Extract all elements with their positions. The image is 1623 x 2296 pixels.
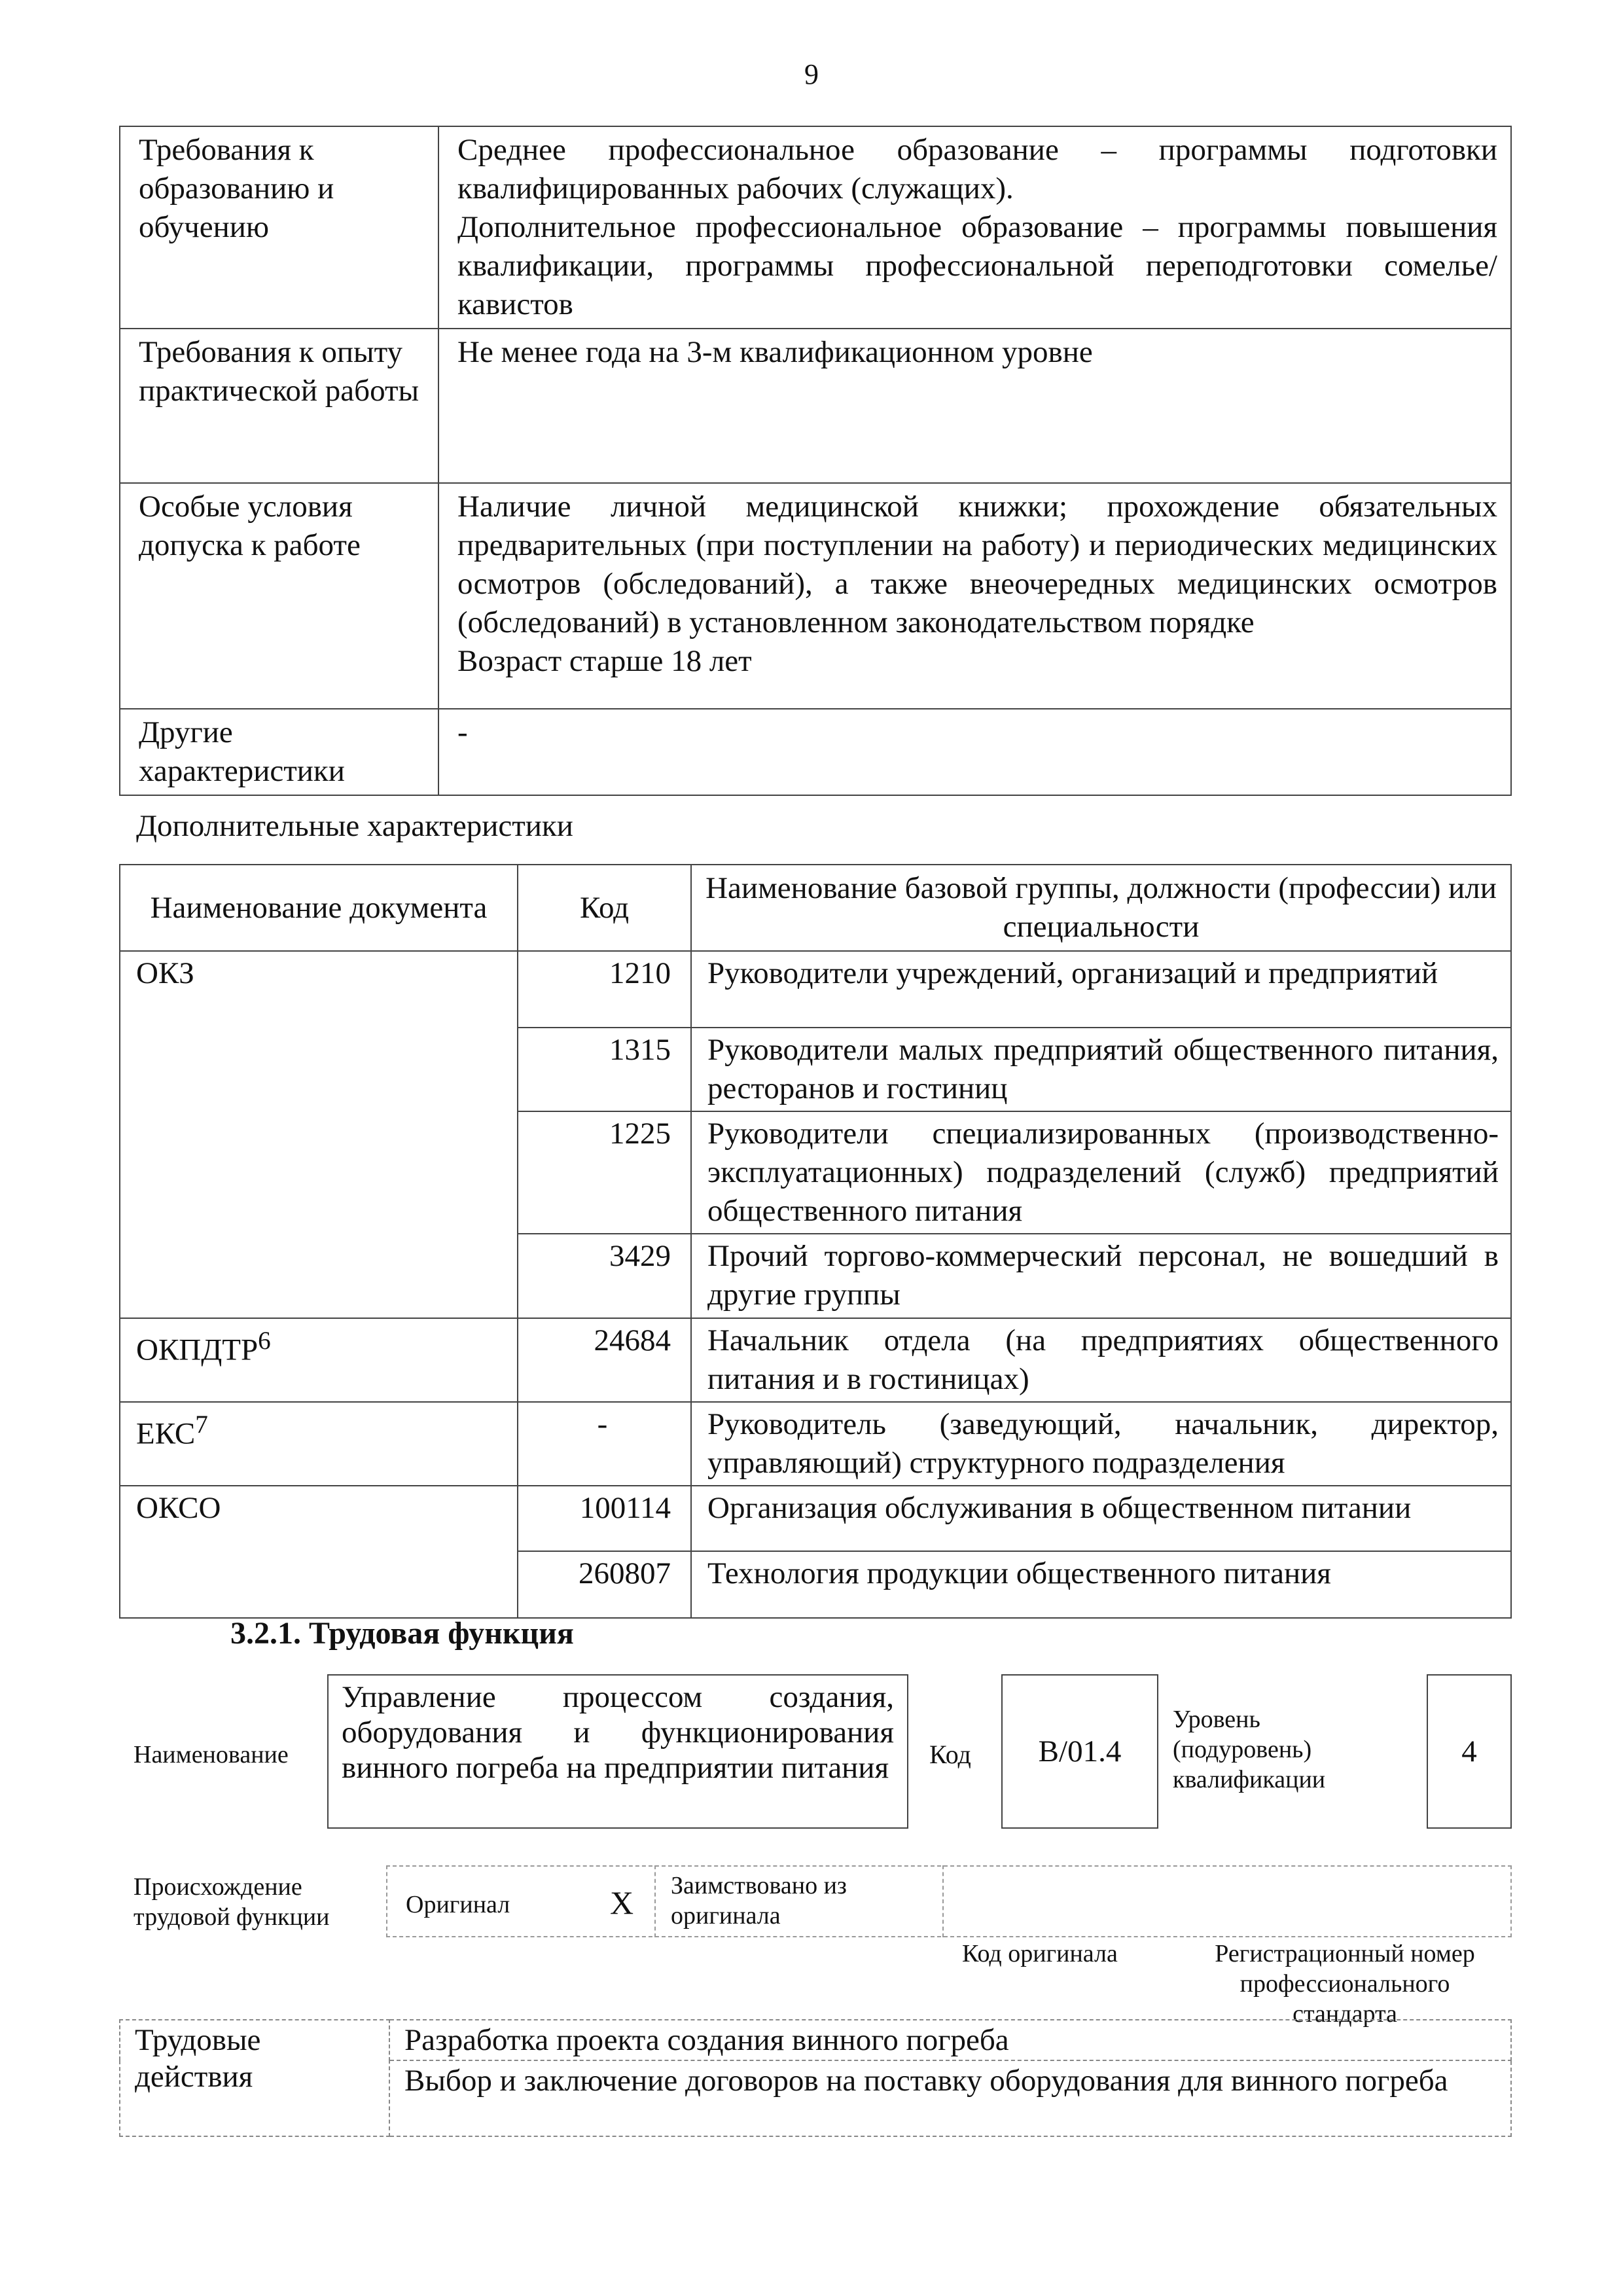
row-value: [438, 483, 1511, 709]
row-value: -: [438, 709, 1511, 795]
name-cell: Технология продукции общественного питания: [691, 1551, 1511, 1618]
page-number: 9: [804, 58, 819, 90]
divider: [654, 1865, 656, 1937]
name-label: Наименование: [134, 1741, 289, 1768]
doc-name: ЕКС: [136, 1416, 196, 1451]
original-code-label: Код оригинала: [962, 1940, 1118, 1967]
code-cell: 260807: [518, 1551, 691, 1618]
value-line: Дополнительное профессиональное образование – программы повышения квалификации, программы профессиональной переподготовки сомелье/кавистов: [457, 210, 1497, 321]
table-row: [120, 1318, 1511, 1402]
header-name: Наименование базовой группы, должности (профессии) или специальности: [691, 865, 1511, 951]
value-line: Наличие личной медицинской книжки; прохождение обязательных предварительных (при поступлении на работу) и периодических медицинских осмотров (обследований), а также внеочередных медицинских осмотров (обследований) в установленном законодательством порядке: [457, 490, 1497, 639]
name-cell: Руководители специализированных (производственно-эксплуатационных) подразделений (служб) предприятий общественного питания: [691, 1111, 1511, 1234]
code-cell: 1210: [518, 951, 691, 1028]
code-cell: 1315: [518, 1028, 691, 1111]
row-label: Трудовые действия: [120, 2020, 389, 2136]
reg-number-label: Регистрационный номер профессионального стандарта: [1215, 1940, 1475, 2028]
doc-cell: ОКСО: [120, 1486, 518, 1618]
name-cell: Организация обслуживания в общественном питании: [691, 1486, 1511, 1551]
row-label: Другие характеристики: [120, 709, 438, 795]
labor-function-heading: 3.2.1. Трудовая функция: [230, 1616, 574, 1651]
code-label: Код: [929, 1740, 971, 1769]
table-row: [120, 1486, 1511, 1551]
doc-cell: [120, 1402, 518, 1486]
value-line: Среднее профессиональное образование – программы подготовки квалифицированных рабочих (служащих).: [457, 133, 1497, 206]
action-item: Разработка проекта создания винного погреба: [389, 2020, 1511, 2060]
row-label: Требования к опыту практической работы: [120, 329, 438, 483]
row-value: [438, 126, 1511, 329]
borrowed-label: Заимствовано из оригинала: [671, 1872, 847, 1929]
row-label: Требования к образованию и обучению: [120, 126, 438, 329]
value-line: Возраст старше 18 лет: [457, 644, 752, 678]
code-cell: 100114: [518, 1486, 691, 1551]
name-cell: Руководители малых предприятий общественного питания, ресторанов и гостиниц: [691, 1028, 1511, 1111]
origin-row: [386, 1865, 1512, 1937]
original-mark: X: [610, 1884, 634, 1921]
table-row: [120, 483, 1511, 709]
function-name-box: Управление процессом создания, оборудования и функционирования винного погреба на предприятии питания: [327, 1674, 908, 1829]
divider: [942, 1865, 944, 1937]
doc-cell: [120, 1318, 518, 1402]
header-code: Код: [518, 865, 691, 951]
code-cell: 3429: [518, 1234, 691, 1318]
level-box: 4: [1427, 1674, 1512, 1829]
origin-label: Происхождение трудовой функции: [134, 1873, 330, 1931]
function-code-box: B/01.4: [1001, 1674, 1158, 1829]
additional-table: [119, 864, 1512, 1619]
table-row: [120, 709, 1511, 795]
original-label: Оригинал: [406, 1891, 510, 1918]
doc-cell: ОКЗ: [120, 951, 518, 1318]
header-document: Наименование документа: [120, 865, 518, 951]
table-row: [120, 126, 1511, 329]
table-row: [120, 2020, 1511, 2060]
row-label: Особые условия допуска к работе: [120, 483, 438, 709]
name-cell: Начальник отдела (на предприятиях общественного питания и в гостиницах): [691, 1318, 1511, 1402]
footnote-mark: 7: [195, 1410, 208, 1439]
code-cell: 1225: [518, 1111, 691, 1234]
name-cell: Руководители учреждений, организаций и предприятий: [691, 951, 1511, 1028]
code-cell: -: [518, 1402, 691, 1486]
requirements-table: [119, 126, 1512, 796]
additional-caption: Дополнительные характеристики: [136, 809, 573, 843]
table-row: [120, 951, 1511, 1028]
footnote-mark: 6: [258, 1327, 271, 1355]
level-label: Уровень (подуровень) квалификации: [1173, 1706, 1326, 1793]
table-row: [120, 1402, 1511, 1486]
table-row: [120, 329, 1511, 483]
row-value: Не менее года на 3-м квалификационном уровне: [438, 329, 1511, 483]
name-cell: Руководитель (заведующий, начальник, директор, управляющий) структурного подразделения: [691, 1402, 1511, 1486]
action-item: Выбор и заключение договоров на поставку оборудования для винного погреба: [389, 2060, 1511, 2136]
name-cell: Прочий торгово-коммерческий персонал, не вошедший в другие группы: [691, 1234, 1511, 1318]
table-header-row: [120, 865, 1511, 951]
doc-name: ОКПДТР: [136, 1333, 259, 1367]
code-cell: 24684: [518, 1318, 691, 1402]
labor-actions-table: [119, 2019, 1512, 2137]
